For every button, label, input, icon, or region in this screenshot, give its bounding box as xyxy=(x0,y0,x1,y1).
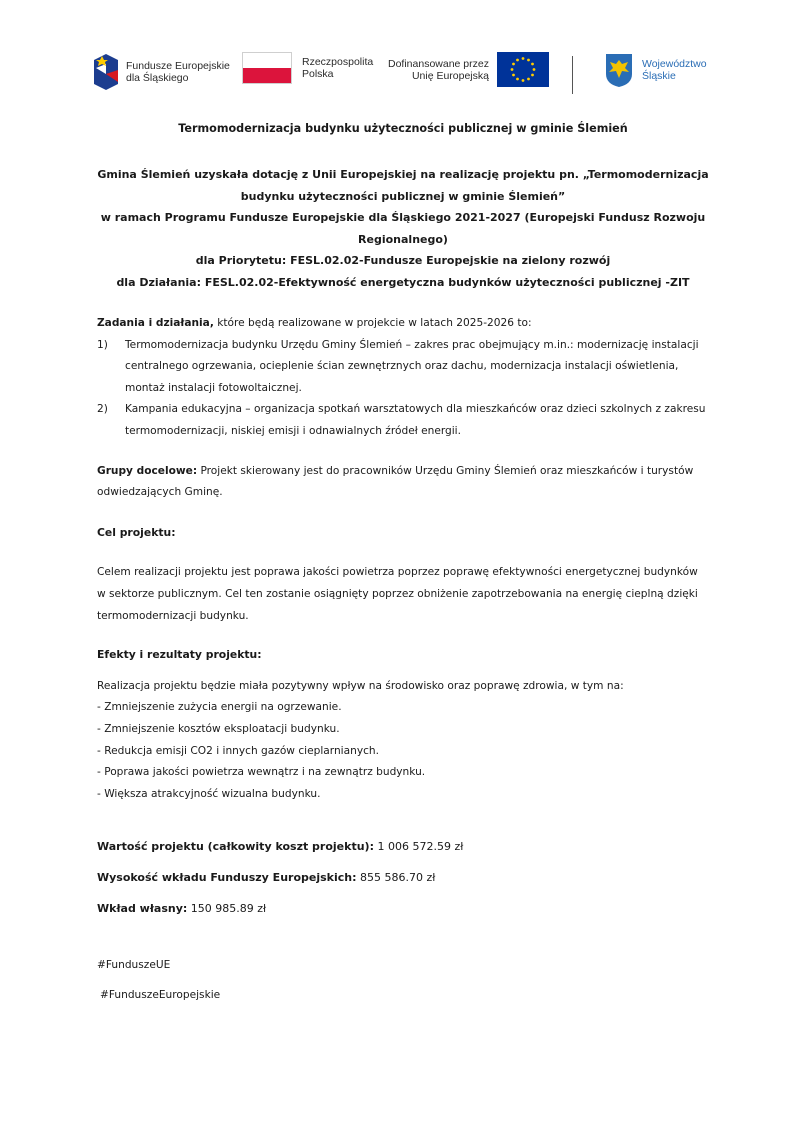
target-groups-section xyxy=(97,461,709,504)
effect-item: - Poprawa jakości powietrza wewnątrz i na zewnątrz budynku. xyxy=(97,766,426,779)
list-text: Kampania edukacyjna – organizacja spotkań warsztatowych dla mieszkańców oraz dzieci szkolnych z zakresu termomodernizacji, niskiej emisji i odnawialnych źródeł energii. xyxy=(125,403,706,437)
effects-heading: Efekty i rezultaty projektu: xyxy=(97,648,262,662)
target-groups-text: Projekt skierowany jest do pracowników Urzędu Gminy Ślemień oraz mieszkańców i turystów odwiedzających Gminę. xyxy=(97,464,694,499)
intro-line: budynku użyteczności publicznej w gminie Ślemień” xyxy=(240,189,566,203)
polish-flag-icon xyxy=(242,52,292,84)
eu-contribution-value: 855 586.70 zł xyxy=(356,871,436,885)
eu-logo-line1: Dofinansowane przez xyxy=(388,57,489,70)
wojewodztwo-slaskie-logo xyxy=(604,52,707,88)
eu-logo-line2: Unię Europejską xyxy=(411,69,489,82)
fe-logo-line1: Fundusze Europejskie xyxy=(126,60,230,72)
goal-text: Celem realizacji projektu jest poprawa jakości powietrza poprzez poprawę efektywności energetycznej budynków w sektorze publicznym. Cel ten zostanie osiągnięty poprzez obniżenie zapotrzebowania na energię cieplną dzięki termomodernizacji budynku. xyxy=(97,566,698,622)
total-value-label: Wartość projektu (całkowity koszt projektu): xyxy=(97,840,374,854)
eu-contribution-label: Wysokość wkładu Funduszy Europejskich: xyxy=(97,871,357,885)
goal-heading: Cel projektu: xyxy=(97,525,176,539)
sl-logo-line2: Śląskie xyxy=(642,70,676,82)
list-item xyxy=(97,399,709,442)
own-contribution-label: Wkład własny: xyxy=(97,902,188,916)
target-groups-label: Grupy docelowe: xyxy=(97,464,198,477)
tasks-text: które będą realizowane w projekcie w latach 2025-2026 to: xyxy=(213,317,532,329)
silesian-eagle-icon xyxy=(604,52,634,88)
hashtag: #FunduszeEuropejskie xyxy=(100,989,221,1002)
project-intro xyxy=(97,164,709,293)
amounts-section xyxy=(97,837,709,919)
fundusze-europejskie-logo xyxy=(92,52,230,92)
effect-item: - Zmniejszenie kosztów eksploatacji budynku. xyxy=(97,722,340,735)
effect-item: - Zmniejszenie zużycia energii na ogrzewanie. xyxy=(97,701,342,714)
eu-cofinancing-logo xyxy=(388,52,549,87)
own-contribution-value: 150 985.89 zł xyxy=(187,902,267,916)
effect-item: - Większa atrakcyjność wizualna budynku. xyxy=(97,787,321,800)
fe-logo-line2: dla Śląskiego xyxy=(126,72,189,84)
logo-strip xyxy=(92,52,712,98)
effect-item: - Redukcja emisji CO2 i innych gazów cieplarnianych. xyxy=(97,744,379,757)
tasks-label: Zadania i działania, xyxy=(97,317,214,329)
intro-line: dla Działania: FESL.02.02-Efektywność energetyczna budynków użyteczności publicznej -ZIT xyxy=(116,275,690,289)
intro-line: w ramach Programu Fundusze Europejskie dla Śląskiego 2021-2027 (Europejski Fundusz Rozwoju xyxy=(100,211,706,224)
logo-divider xyxy=(572,56,573,94)
intro-line: Regionalnego) xyxy=(358,232,448,246)
list-number: 2) xyxy=(97,403,108,416)
document-title: Termomodernizacja budynku użyteczności publicznej w gminie Ślemień xyxy=(178,122,628,135)
document-body xyxy=(97,118,709,1005)
total-value: 1 006 572.59 zł xyxy=(373,840,464,854)
fundusze-europejskie-icon xyxy=(92,52,120,92)
hashtag: #FunduszeUE xyxy=(97,959,171,972)
effects-section xyxy=(97,644,709,805)
effects-intro: Realizacja projektu będzie miała pozytywny wpływ na środowisko oraz poprawę zdrowia, w tym na: xyxy=(97,679,624,692)
eu-flag-icon xyxy=(497,52,549,87)
hashtags-section xyxy=(97,955,709,1005)
intro-line: Gmina Ślemień uzyskała dotację z Unii Europejskiej na realizację projektu pn. „Termomodernizacja xyxy=(97,168,709,181)
list-text: Termomodernizacja budynku Urzędu Gminy Ślemień – zakres prac obejmujący m.in.: modernizację instalacji centralnego ogrzewania, ocieplenie ścian zewnętrznych oraz dachu, modernizacja instalacji oświetlenia, montaż instalacji fotowoltaicznej. xyxy=(125,338,699,394)
rzeczpospolita-logo xyxy=(242,52,373,84)
list-item xyxy=(97,335,709,400)
tasks-section xyxy=(97,313,709,443)
goal-section xyxy=(97,522,709,627)
pl-logo-line1: Rzeczpospolita xyxy=(302,56,374,68)
intro-line: dla Priorytetu: FESL.02.02-Fundusze Europejskie na zielony rozwój xyxy=(195,254,611,267)
pl-logo-line2: Polska xyxy=(302,68,334,80)
list-number: 1) xyxy=(97,338,108,351)
sl-logo-line1: Województwo xyxy=(642,58,707,70)
